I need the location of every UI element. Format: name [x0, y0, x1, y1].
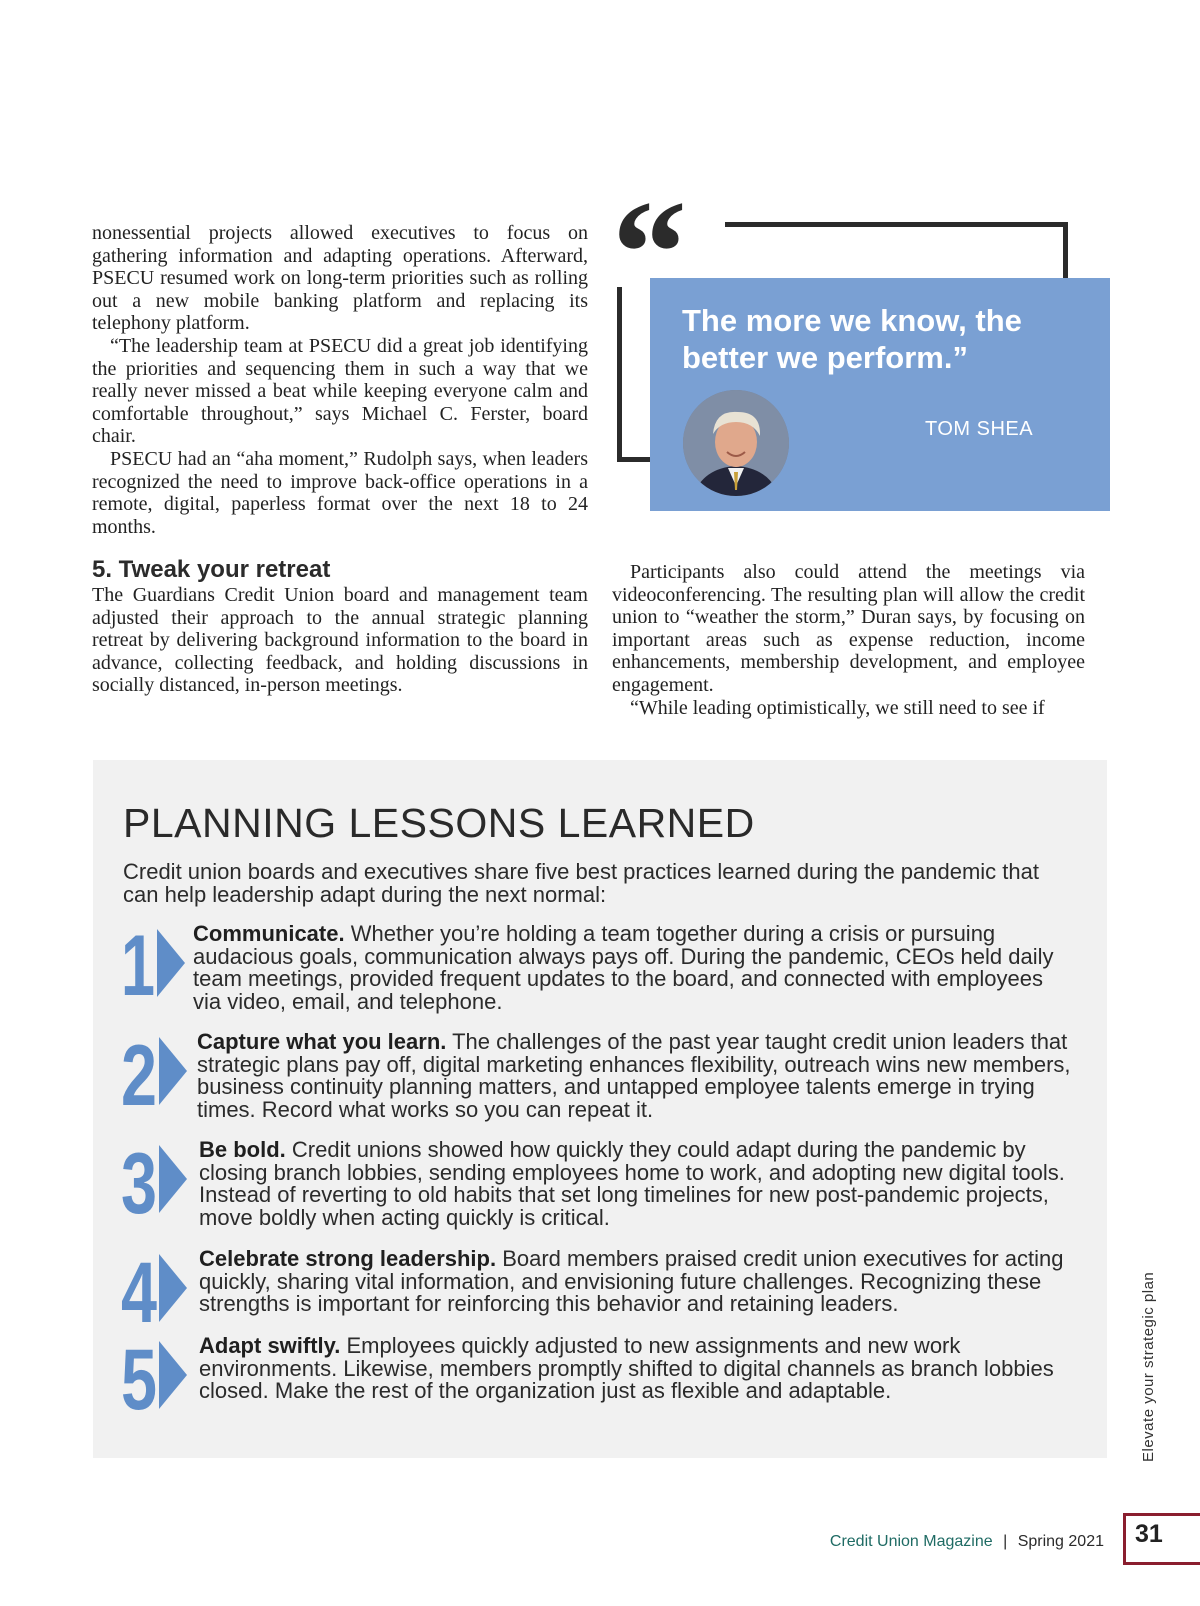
article-paragraph: The Guardians Credit Union board and management team adjusted their approach to the annual strategic planning retreat by delivering background information to the board in advance, collecting feedback, and holding discussions in socially distanced, in-person meetings.: [92, 584, 588, 697]
lesson-lead: Adapt swiftly.: [199, 1333, 341, 1358]
lesson-number: 2: [121, 1031, 157, 1111]
lesson-number: 4: [121, 1248, 158, 1328]
article-paragraph: Participants also could attend the meetings via videoconferencing. The resulting plan will allow the credit union to “weather the storm,” Duran says, by focusing on important areas such as expense reduction, income enhancements, membership development, and employee engagement.: [612, 561, 1085, 696]
lesson-body: Whether you’re holding a team together during a crisis or pursuing audacious goals, communication always pays off. During the pandemic, CEOs held daily team meetings, provided frequent updates to the board, and connected with employees via video, email, and telephone.: [193, 921, 1054, 1014]
article-paragraph: nonessential projects allowed executives to focus on gathering information and adapting operations. Afterward, PSECU resumed work on long-term priorities such as rolling out a new mobile banking platform and replacing its telephony platform.: [92, 222, 588, 335]
article-column-left-bottom: [92, 584, 588, 697]
lesson-text: [199, 1248, 1079, 1316]
number-4-icon: [121, 1248, 191, 1328]
quote-mark-icon: “: [612, 170, 673, 336]
lesson-text: [197, 1031, 1077, 1121]
lessons-title: PLANNING LESSONS LEARNED: [123, 800, 755, 846]
lessons-intro: Credit union boards and executives share five best practices learned during the pandemic that can help leadership adapt during the next normal:: [123, 859, 1039, 907]
article-column-left-top: [92, 222, 588, 538]
lesson-number: 5: [121, 1335, 157, 1415]
lesson-body: Employees quickly adjusted to new assignments and new work environments. Likewise, members promptly shifted to digital channels as branch lobbies closed. Make the rest of the organization just as flexible and adaptable.: [199, 1333, 1054, 1403]
lesson-lead: Capture what you learn.: [197, 1029, 447, 1054]
article-paragraph: PSECU had an “aha moment,” Rudolph says, when leaders recognized the need to improve back-office operations in a remote, digital, paperless format over the next 18 to 24 months.: [92, 447, 588, 538]
lessons-box: [93, 760, 1107, 1458]
author-photo-icon: [683, 390, 789, 496]
magazine-name: Credit Union Magazine: [829, 1533, 993, 1550]
lesson-lead: Celebrate strong leadership.: [199, 1246, 497, 1271]
section-side-label: Elevate your strategic plan: [1140, 1271, 1157, 1462]
lesson-lead: Be bold.: [199, 1137, 286, 1162]
number-5-icon: [121, 1335, 191, 1415]
lesson-body: Board members praised credit union executives for acting quickly, sharing vital information, and envisioning future challenges. Recognizing these strengths is important for reinforcing this behavior and retaining leaders.: [199, 1246, 1064, 1316]
lesson-number: 1: [121, 923, 155, 1003]
number-3-icon: [121, 1139, 191, 1219]
page-number: 31: [1135, 1520, 1163, 1548]
quote-author: TOM SHEA: [925, 418, 1034, 440]
number-2-icon: [121, 1031, 191, 1111]
issue-date: Spring 2021: [1017, 1533, 1104, 1550]
article-paragraph: “The leadership team at PSECU did a great job identifying the priorities and sequencing them in such a way that we really never missed a beat while keeping everyone calm and comfortable throughout,” says Michael C. Ferster, board chair.: [92, 334, 588, 448]
footer-separator: |: [1003, 1533, 1008, 1550]
lesson-body: Credit unions showed how quickly they could adapt during the pandemic by closing branch lobbies, sending employees home to work, and adopting new digital tools. Instead of reverting to old habits that set long timelines for new post-pandemic projects, move boldly when acting quickly is critical.: [199, 1137, 1065, 1230]
lesson-lead: Communicate.: [193, 921, 345, 946]
article-paragraph: “While leading optimistically, we still need to see if: [630, 696, 1045, 719]
lesson-text: [199, 1139, 1079, 1229]
page-footer: [830, 1533, 1104, 1551]
lesson-number: 3: [121, 1139, 157, 1219]
pull-quote-text: The more we know, the better we perform.”: [682, 303, 1022, 375]
lesson-text: [199, 1335, 1079, 1403]
number-1-icon: [121, 923, 191, 1003]
lesson-text: [193, 923, 1073, 1013]
article-column-right-bottom: [612, 561, 1085, 719]
section-heading: 5. Tweak your retreat: [92, 556, 331, 583]
lesson-body: The challenges of the past year taught credit union leaders that strategic plans pay off, digital marketing enhances flexibility, outreach wins new members, business continuity planning matters, and untapped employee talents emerge in trying times. Record what works so you can repeat it.: [197, 1029, 1071, 1122]
